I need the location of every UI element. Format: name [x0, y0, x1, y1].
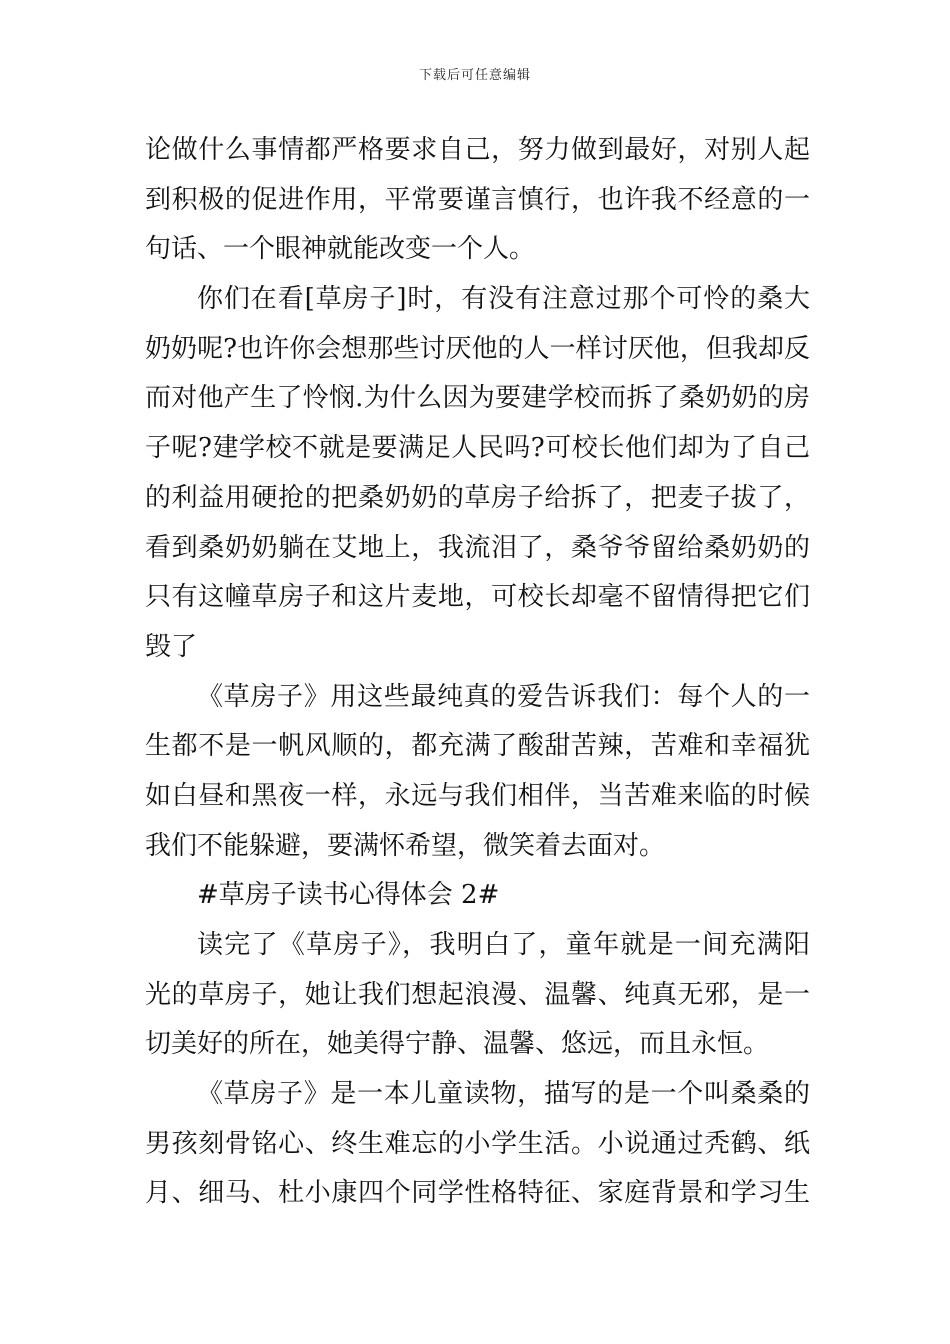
text-line: 我们不能躲避，要满怀希望，微笑着去面对。: [145, 830, 666, 861]
text-line: 而对他产生了怜悯.为什么因为要建学校而拆了桑奶奶的房: [145, 383, 810, 414]
text-line: 奶奶呢?也许你会想那些讨厌他的人一样讨厌他，但我却反: [145, 333, 810, 364]
text-line: 读完了《草房子》，我明白了，童年就是一间充满阳: [197, 930, 810, 960]
text-line: 子呢?建学校不就是要满足人民吗?可校长他们却为了自己: [145, 433, 810, 464]
text-line: 切美好的所在，她美得宁静、温馨、悠远，而且永恒。: [145, 1029, 770, 1060]
page-header: 下载后可任意编辑: [418, 68, 531, 83]
text-line: 如白昼和黑夜一样，永远与我们相伴，当苦难来临的时候: [145, 780, 810, 811]
text-line: 你们在看[草房子]时，有没有注意过那个可怜的桑大: [197, 284, 810, 315]
text-line: 《草房子》是一本儿童读物，描写的是一个叫桑桑的: [197, 1079, 810, 1110]
text-line: 男孩刻骨铭心、终生难忘的小学生活。小说通过秃鹤、纸: [145, 1128, 810, 1159]
document-body: [145, 126, 810, 1219]
text-line: 《草房子》用这些最纯真的爱告诉我们：每个人的一: [197, 681, 810, 712]
text-line: 句话、一个眼神就能改变一个人。: [145, 234, 536, 265]
text-line: 只有这幢草房子和这片麦地，可校长却毫不留情得把它们: [145, 582, 810, 613]
text-line: 论做什么事情都严格要求自己，努力做到最好，对别人起: [145, 135, 810, 165]
text-line: 的利益用硬抢的把桑奶奶的草房子给拆了，把麦子拔了，: [145, 482, 810, 513]
text-line: 毁了: [145, 631, 198, 662]
section-heading: #草房子读书心得体会 2#: [197, 880, 500, 911]
text-line: 月、细马、杜小康四个同学性格特征、家庭背景和学习生: [145, 1178, 810, 1209]
text-line: 生都不是一帆风顺的，都充满了酸甜苦辣，苦难和幸福犹: [145, 731, 810, 762]
text-line: 光的草房子，她让我们想起浪漫、温馨、纯真无邪，是一: [145, 979, 810, 1010]
text-line: 到积极的促进作用，平常要谨言慎行，也许我不经意的一: [145, 184, 810, 215]
text-line: 看到桑奶奶躺在艾地上，我流泪了，桑爷爷留给桑奶奶的: [145, 532, 810, 563]
